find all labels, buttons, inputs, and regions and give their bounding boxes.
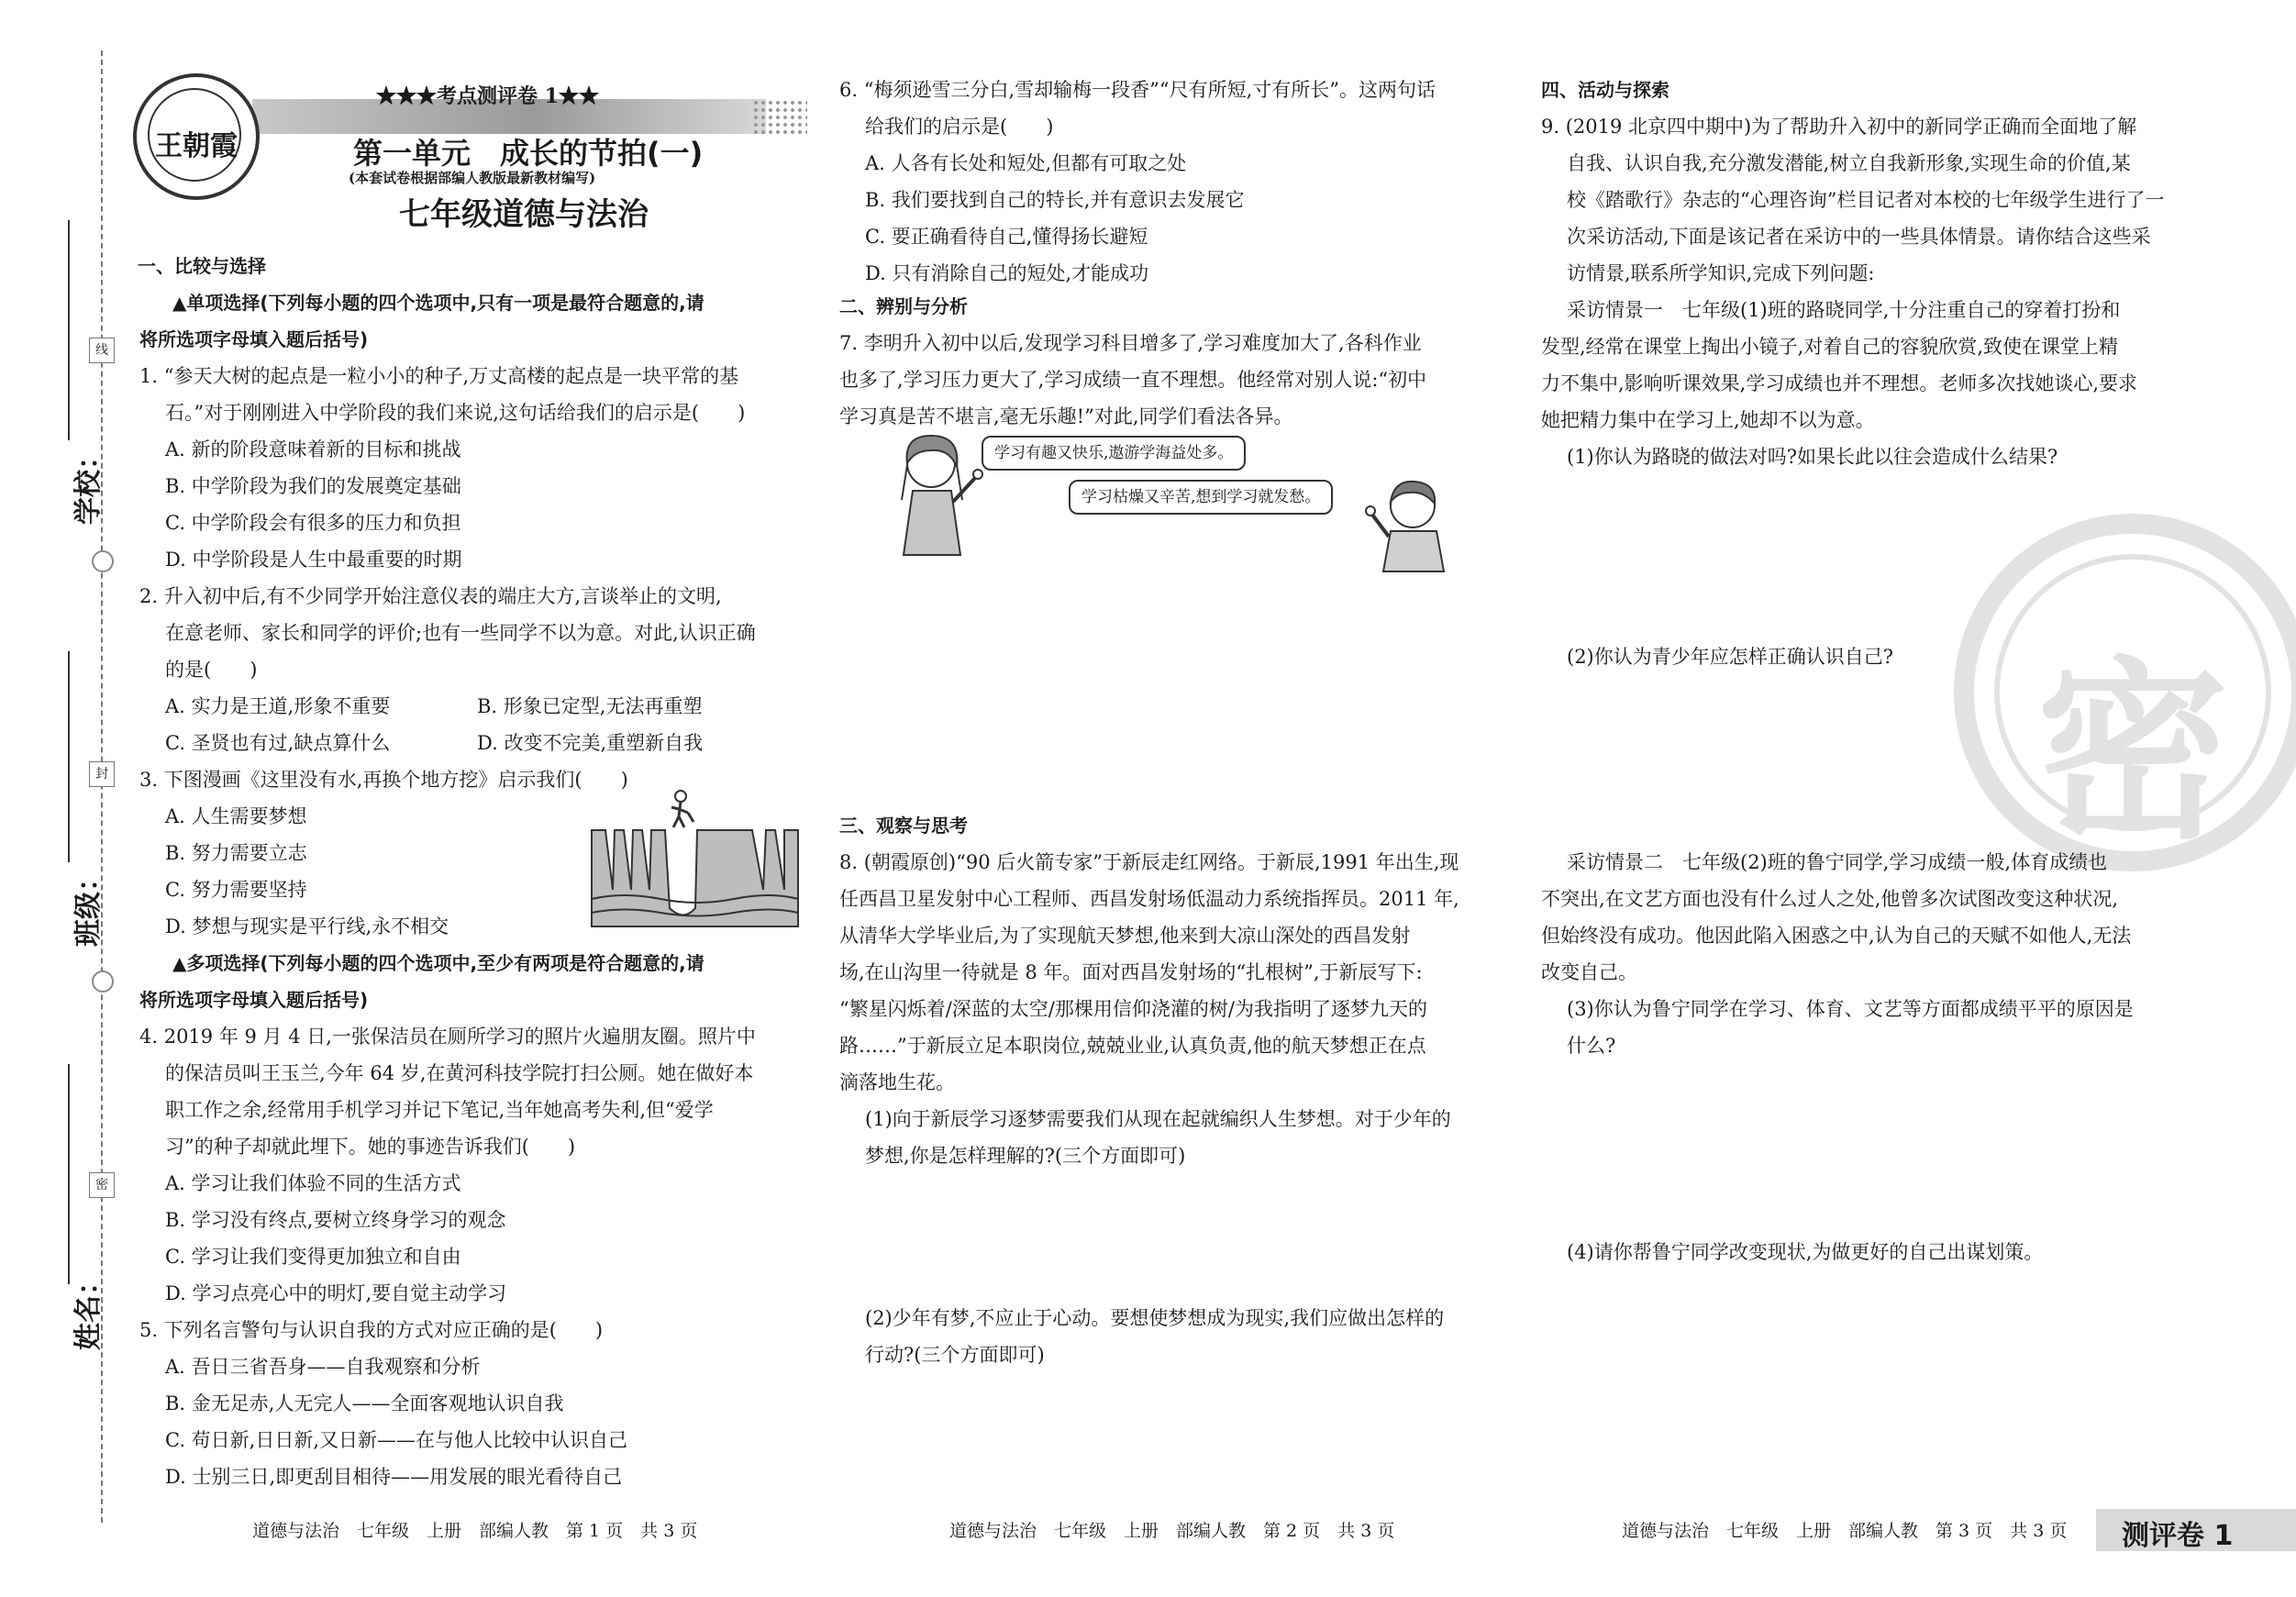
digging-cartoon	[587, 789, 807, 936]
q6-option-b[interactable]: B. 我们要找到自己的特长,并有意识去发展它	[865, 189, 1245, 211]
section-4-heading: 四、活动与探索	[1541, 79, 1669, 101]
series-title: ★★★考点测评卷 1★★	[376, 84, 599, 108]
subject-title: 七年级道德与法治	[399, 196, 649, 233]
q2-stem: 2. 升入初中后,有不少同学开始注意仪表的端庄大方,言谈举止的文明,	[139, 585, 722, 607]
q4-option-c[interactable]: C. 学习让我们变得更加独立和自由	[165, 1246, 461, 1268]
q1-option-d[interactable]: D. 中学阶段是人生中最重要的时期	[165, 549, 462, 571]
speech-bubble-positive: 学习有趣又快乐,遨游学海益处多。	[982, 436, 1246, 471]
q8-part1: (1)向于新辰学习逐梦需要我们从现在起就编织人生梦想。对于少年的	[865, 1108, 1451, 1130]
section-3-heading: 三、观察与思考	[839, 815, 968, 837]
q9-stem-cont3: 次采访活动,下面是该记者在采访中的一些具体情景。请你结合这些采	[1567, 226, 2151, 248]
q6-option-a[interactable]: A. 人各有长处和短处,但都有可取之处	[865, 152, 1187, 174]
q8-stem-cont4: “繁星闪烁着/深蓝的太空/那棵用信仰浇灌的树/为我指明了逐梦九天的	[839, 998, 1427, 1020]
q8-part2-answer-area[interactable]	[865, 1376, 1498, 1504]
section-1-heading: 一、比较与选择	[138, 255, 266, 277]
q4-stem: 4. 2019 年 9 月 4 日,一张保洁员在厕所学习的照片火遍朋友圈。照片中	[139, 1026, 756, 1048]
q2-option-b[interactable]: B. 形象已定型,无法再重塑	[477, 695, 703, 717]
scene-1-cont2: 力不集中,影响听课效果,学习成绩也并不理想。老师多次找她谈心,要求	[1541, 372, 2138, 394]
q8-part1-answer-area[interactable]	[865, 1176, 1498, 1304]
q3-option-b[interactable]: B. 努力需要立志	[165, 842, 307, 864]
ribbon-dots-decoration	[752, 99, 807, 134]
q5-stem: 5. 下列名言警句与认识自我的方式对应正确的是( )	[139, 1319, 604, 1341]
footer-page-3: 道德与法治 七年级 上册 部编人教 第 3 页 共 3 页	[1622, 1521, 2068, 1541]
q2-option-d[interactable]: D. 改变不完美,重塑新自我	[477, 732, 704, 754]
q8-stem-cont: 任西昌卫星发射中心工程师、西昌发射场低温动力系统指挥员。2011 年,	[839, 888, 1459, 910]
test-badge	[2096, 1509, 2296, 1551]
school-label: 学校：	[72, 442, 105, 525]
q8-part2: (2)少年有梦,不应止于心动。要想使梦想成为现实,我们应做出怎样的	[865, 1307, 1445, 1329]
school-write-line[interactable]	[68, 220, 70, 440]
q8-part1-cont: 梦想,你是怎样理解的?(三个方面即可)	[865, 1145, 1186, 1167]
q1-stem-cont: 石。”对于刚刚进入中学阶段的我们来说,这句话给我们的启示是( )	[165, 402, 746, 424]
q8-stem-cont6: 滴落地生花。	[839, 1071, 955, 1093]
q6-stem-cont: 给我们的启示是( )	[865, 116, 1054, 138]
q1-stem: 1. “参天大树的起点是一粒小小的种子,万丈高楼的起点是一块平常的基	[139, 365, 739, 387]
q4-stem-cont3: 习”的种子却就此埋下。她的事迹告诉我们( )	[165, 1136, 576, 1158]
q6-stem: 6. “梅须逊雪三分白,雪却输梅一段香”“尺有所短,寸有所长”。这两句话	[839, 79, 1436, 101]
q7-stem-cont: 也多了,学习压力更大了,学习成绩一直不理想。他经常对别人说:“初中	[839, 369, 1427, 391]
binding-knot-icon	[92, 970, 114, 993]
binding-knot-icon	[92, 550, 114, 572]
q5-option-c[interactable]: C. 苟日新,日日新,又日新——在与他人比较中认识自己	[165, 1429, 628, 1451]
speech-bubble-negative: 学习枯燥又辛苦,想到学习就发愁。	[1069, 480, 1333, 515]
q9-stem: 9. (2019 北京四中期中)为了帮助升入初中的新同学正确而全面地了解	[1541, 116, 2137, 138]
q9-part2-answer-area[interactable]	[1567, 679, 1934, 835]
q2-stem-cont2: 的是( )	[165, 659, 258, 681]
scene-1-cont: 发型,经常在课堂上掏出小镜子,对着自己的容貌欣赏,致使在课堂上精	[1541, 336, 2119, 358]
logo-text: 王朝霞	[155, 130, 238, 162]
q1-option-c[interactable]: C. 中学阶段会有很多的压力和负担	[165, 512, 461, 534]
q3-stem: 3. 下图漫画《这里没有水,再换个地方挖》启示我们( )	[139, 769, 628, 791]
q7-stem-cont2: 学习真是苦不堪言,毫无乐趣!”对此,同学们看法各异。	[839, 405, 1293, 427]
q8-stem-cont3: 场,在山沟里一待就是 8 年。面对西昌发射场的“扎根树”,于新辰写下:	[839, 961, 1423, 983]
girl-student-icon	[885, 427, 995, 564]
class-write-line[interactable]	[68, 651, 70, 862]
footer-page-2: 道德与法治 七年级 上册 部编人教 第 2 页 共 3 页	[949, 1521, 1395, 1541]
q9-part3: (3)你认为鲁宁同学在学习、体育、文艺等方面都成绩平平的原因是	[1567, 998, 2134, 1020]
q4-stem-cont: 的保洁员叫王玉兰,今年 64 岁,在黄河科技学院打扫公厕。她在做好本	[165, 1062, 754, 1084]
unit-title: 第一单元 成长的节拍(一)	[353, 136, 704, 171]
binding-margin	[0, 0, 119, 1597]
q9-stem-cont4: 访情景,联系所学知识,完成下列问题:	[1567, 262, 1875, 284]
test-badge-label: 测评卷 1	[2122, 1520, 2234, 1552]
q8-stem-cont5: 路……”于新辰立足本职岗位,兢兢业业,认真负责,他的航天梦想正在点	[839, 1035, 1426, 1057]
q9-part4: (4)请你帮鲁宁同学改变现状,为做更好的自己出谋划策。	[1567, 1241, 2044, 1263]
q3-option-d[interactable]: D. 梦想与现实是平行线,永不相交	[165, 915, 449, 937]
seal-glyph: 密	[2035, 640, 2229, 865]
multi-choice-instruction-cont: 将所选项字母填入题后括号)	[139, 989, 369, 1011]
q9-part3-answer-area[interactable]	[1567, 1069, 2163, 1225]
boy-student-icon	[1358, 472, 1459, 573]
scene-2-cont3: 改变自己。	[1541, 961, 1637, 983]
q9-part1: (1)你认为路晓的做法对吗?如果长此以往会造成什么结果?	[1567, 446, 2058, 468]
single-choice-instruction-cont: 将所选项字母填入题后括号)	[139, 328, 369, 350]
binding-mark-feng: 封	[89, 761, 115, 787]
q9-stem-cont: 自我、认识自我,充分激发潜能,树立自我新形象,实现生命的价值,某	[1567, 152, 2131, 174]
q8-stem-cont2: 从清华大学毕业后,为了实现航天梦想,他来到大凉山深处的西昌发射	[839, 925, 1411, 947]
q2-stem-cont: 在意老师、家长和同学的评价;也有一些同学不以为意。对此,认识正确	[165, 622, 756, 644]
q5-option-d[interactable]: D. 士别三日,即更刮目相待——用发展的眼光看待自己	[165, 1466, 623, 1488]
name-write-line[interactable]	[68, 1064, 70, 1284]
q2-option-c[interactable]: C. 圣贤也有过,缺点算什么	[165, 732, 391, 754]
q4-stem-cont2: 职工作之余,经常用手机学习并记下笔记,当年她高考失利,但“爱学	[165, 1099, 714, 1121]
q8-stem: 8. (朝霞原创)“90 后火箭专家”于新辰走红网络。于新辰,1991 年出生,现	[839, 851, 1459, 873]
scene-2-cont2: 但始终没有成功。他因此陷入困惑之中,认为自己的天赋不如他人,无法	[1541, 925, 2132, 947]
q9-part2: (2)你认为青少年应怎样正确认识自己?	[1567, 646, 1894, 668]
q2-option-a[interactable]: A. 实力是王道,形象不重要	[165, 695, 391, 717]
binding-mark-xian: 线	[89, 338, 115, 363]
scene-1: 采访情景一 七年级(1)班的路晓同学,十分注重自己的穿着打扮和	[1567, 299, 2121, 321]
q8-part2-cont: 行动?(三个方面即可)	[865, 1344, 1045, 1366]
class-label: 班级：	[72, 864, 105, 947]
q6-option-c[interactable]: C. 要正确看待自己,懂得扬长避短	[865, 226, 1148, 248]
q5-option-a[interactable]: A. 吾日三省吾身——自我观察和分析	[165, 1356, 481, 1378]
section-2-heading: 二、辨别与分析	[839, 295, 968, 317]
single-choice-instruction: ▲单项选择(下列每小题的四个选项中,只有一项是最符合题意的,请	[172, 292, 704, 314]
publisher-logo	[133, 73, 260, 200]
footer-page-1: 道德与法治 七年级 上册 部编人教 第 1 页 共 3 页	[252, 1521, 698, 1541]
q1-option-a[interactable]: A. 新的阶段意味着新的目标和挑战	[165, 438, 461, 460]
q9-part4-answer-area[interactable]	[1567, 1275, 2163, 1486]
scene-2-cont: 不突出,在文艺方面也没有什么过人之处,他曾多次试图改变这种状况,	[1541, 888, 2119, 910]
q6-option-d[interactable]: D. 只有消除自己的短处,才能成功	[865, 262, 1149, 284]
q7-stem: 7. 李明升入初中以后,发现学习科目增多了,学习难度加大了,各科作业	[839, 332, 1422, 354]
q3-option-c[interactable]: C. 努力需要坚持	[165, 879, 307, 901]
q4-option-b[interactable]: B. 学习没有终点,要树立终身学习的观念	[165, 1209, 506, 1231]
q9-part1-answer-area[interactable]	[1567, 477, 2163, 633]
q1-option-b[interactable]: B. 中学阶段为我们的发展奠定基础	[165, 475, 461, 497]
scene-2: 采访情景二 七年级(2)班的鲁宁同学,学习成绩一般,体育成绩也	[1567, 851, 2108, 873]
scene-1-cont3: 她把精力集中在学习上,她却不以为意。	[1541, 409, 1875, 431]
q9-stem-cont2: 校《踏歌行》杂志的“心理咨询”栏目记者对本校的七年级学生进行了一	[1567, 189, 2165, 211]
q5-option-b[interactable]: B. 金无足赤,人无完人——全面客观地认识自我	[165, 1392, 564, 1414]
binding-mark-mi: 密	[89, 1172, 115, 1198]
edition-note: (本套试卷根据部编人教版最新教材编写)	[349, 170, 596, 186]
q9-part3-cont: 什么?	[1567, 1035, 1616, 1057]
q4-option-d[interactable]: D. 学习点亮心中的明灯,要自觉主动学习	[165, 1282, 507, 1304]
q3-option-a[interactable]: A. 人生需要梦想	[165, 805, 307, 827]
name-label: 姓名：	[72, 1268, 105, 1350]
multi-choice-instruction: ▲多项选择(下列每小题的四个选项中,至少有两项是符合题意的,请	[172, 952, 704, 974]
q4-option-a[interactable]: A. 学习让我们体验不同的生活方式	[165, 1172, 461, 1194]
